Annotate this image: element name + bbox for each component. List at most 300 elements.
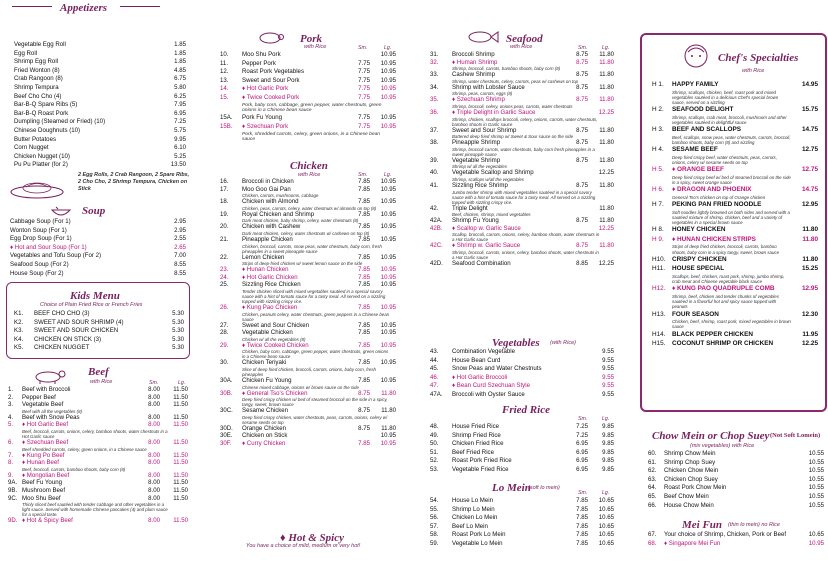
menu-item xyxy=(220,304,396,312)
item-name: SEAFOOD DELIGHT xyxy=(672,106,734,114)
price-large: 9.85 xyxy=(602,440,614,448)
soup-bowl-icon xyxy=(50,205,72,217)
item-name: Sweet and Sour Shrimp xyxy=(452,126,517,134)
menu-item xyxy=(648,476,824,485)
item-name: Shrimp Lo Mein xyxy=(452,505,495,513)
lo-mein-size-header xyxy=(430,490,614,497)
item-number: 20. xyxy=(220,223,229,231)
menu-item xyxy=(430,139,614,147)
item-number: 55. xyxy=(430,505,439,513)
item-number: 21. xyxy=(220,235,229,243)
menu-item xyxy=(220,425,396,433)
menu-item xyxy=(220,329,396,337)
price: 7.25 xyxy=(174,118,186,126)
menu-item xyxy=(430,531,614,540)
item-number: 43. xyxy=(430,348,439,355)
item-name: Pepper Beef xyxy=(22,393,56,401)
item-number: 41. xyxy=(430,181,439,189)
item-name: House Lo Mein xyxy=(452,497,493,504)
item-name: Beef with Broccoli xyxy=(22,386,71,393)
item-number: 6. xyxy=(8,438,14,446)
menu-item xyxy=(430,260,614,268)
menu-item xyxy=(220,198,396,206)
item-number: 9A. xyxy=(8,479,18,487)
item-name: CHICKEN NUGGET xyxy=(34,344,90,352)
pork-list xyxy=(220,51,396,143)
item-name: Snow Peas and Water Chestnuts xyxy=(452,365,542,373)
item-number: 38. xyxy=(430,139,439,147)
item-name: ♦ Hot Garlic Beef xyxy=(22,421,69,429)
item-name: Sizzling Rice Chicken xyxy=(242,281,301,289)
price-small: 8.00 xyxy=(148,393,160,401)
item-description: Shrimp w/ all the vegetables xyxy=(452,164,507,170)
chef-specialties-title: Chef's Specialties xyxy=(718,52,799,64)
item-number: 39. xyxy=(430,156,439,164)
menu-item xyxy=(14,136,186,145)
item-number: 16. xyxy=(220,178,229,185)
item-name: Beef Chow Mein xyxy=(664,492,709,500)
menu-item xyxy=(220,407,396,415)
menu-item xyxy=(430,365,614,374)
soup-list xyxy=(10,218,186,278)
price-small: 7.85 xyxy=(358,376,370,384)
menu-item xyxy=(220,274,396,282)
item-name: Vegetable Lo Mein xyxy=(452,539,503,547)
item-description: Pork, shredded carrots, celery, green onions, in a Chinese bean sauce xyxy=(242,131,381,143)
chow-mein-title: Chow Mein or Chop Suey xyxy=(652,430,770,442)
item-number: 42. xyxy=(430,204,439,212)
price: 5.30 xyxy=(172,327,184,335)
price: 5.30 xyxy=(172,310,184,317)
item-name: House Bean Curd xyxy=(452,356,501,364)
menu-item xyxy=(220,85,396,94)
menu-item xyxy=(648,484,824,493)
price-large: 10.95 xyxy=(380,85,396,93)
chow-mein-subtitle: (mix vegetables) with Rice xyxy=(690,443,755,449)
price-small: 8.85 xyxy=(576,259,588,267)
item-number: 5. xyxy=(8,421,14,429)
small-header: Sm. xyxy=(149,380,159,386)
item-description: Soft noodles lightly browned on both sides and served with a sautéed mixture of shrimp, chicken, beef and a variety of vegetables in a special brown sauce xyxy=(672,209,790,225)
item-name: Shrimp Egg Roll xyxy=(14,58,59,66)
price: 5.30 xyxy=(172,318,184,326)
lo-mein-subtitle: (soft lo mein) xyxy=(528,485,560,491)
item-name: ♦ Kung Pao Chicken xyxy=(242,303,298,311)
small-header: Sm. xyxy=(578,45,588,51)
item-number: 30. xyxy=(220,359,229,367)
price-small: 8.00 xyxy=(148,438,160,446)
item-name: House Soup (For 2) xyxy=(10,269,64,277)
price-small: 8.75 xyxy=(576,217,588,225)
menu-item xyxy=(652,165,818,175)
price-large: 10.95 xyxy=(380,93,396,101)
menu-item xyxy=(14,118,186,127)
item-name: Dumpling (Steamed or Fried) (10) xyxy=(14,118,106,126)
item-name: ♦ Hunan Chicken xyxy=(242,266,289,274)
price: 1.85 xyxy=(174,41,186,48)
item-name: COCONUT SHRIMP OR CHICKEN xyxy=(672,340,774,348)
price-large: 11.80 xyxy=(381,389,396,397)
menu-item xyxy=(8,459,188,467)
item-name: Vegetable Shrimp xyxy=(452,156,501,164)
price-large: 10.95 xyxy=(380,178,396,185)
item-name: Vegetable Beef xyxy=(22,401,64,409)
item-number: 65. xyxy=(648,492,657,500)
item-number: 42B. xyxy=(430,224,443,232)
item-name: Fried Wonton (8) xyxy=(14,66,60,74)
item-name: Broccoli with Oyster Sauce xyxy=(452,390,525,398)
price: 14.75 xyxy=(802,186,818,194)
menu-item xyxy=(648,540,824,549)
menu-item xyxy=(220,77,396,86)
menu-item xyxy=(14,93,186,102)
menu-item xyxy=(14,84,186,93)
menu-item xyxy=(8,472,188,480)
item-number: 10. xyxy=(220,51,229,58)
item-number: 49. xyxy=(430,431,439,439)
menu-item xyxy=(430,449,614,458)
title-ornament xyxy=(120,6,160,7)
item-number: 29. xyxy=(220,341,229,349)
item-number: 26. xyxy=(220,303,229,311)
item-number: 36. xyxy=(430,108,439,116)
menu-item xyxy=(652,225,818,235)
item-name: Roast Pork Vegetables xyxy=(242,68,304,76)
menu-item xyxy=(14,344,184,353)
menu-item xyxy=(652,339,818,349)
menu-item xyxy=(220,390,396,398)
item-description: Deep fried crispy beef w/ bed of steamed broccoli on the side in a spicy, sweet orange sauce xyxy=(672,174,791,185)
menu-item xyxy=(220,236,396,244)
price-small: 8.00 xyxy=(148,471,160,479)
price-small: 7.25 xyxy=(576,431,588,439)
price-small: 7.75 xyxy=(358,85,370,93)
item-name: Moo Shu Beef xyxy=(22,494,61,502)
item-number: 42D. xyxy=(430,259,443,267)
price-large: 11.80 xyxy=(599,139,614,147)
item-name: Chicken Fried Rice xyxy=(452,440,504,448)
menu-item xyxy=(220,223,396,231)
item-number: 15. xyxy=(220,93,229,101)
item-description: Beef with all the vegetables (8) xyxy=(22,408,83,414)
menu-item xyxy=(648,502,824,511)
item-number: 1. xyxy=(8,386,14,393)
price-small: 7.25 xyxy=(576,423,588,430)
price-small: 7.75 xyxy=(358,122,370,130)
menu-item xyxy=(14,161,186,170)
item-number: 9D. xyxy=(8,517,18,525)
menu-item xyxy=(220,342,396,350)
price: 10.95 xyxy=(808,539,824,547)
menu-item xyxy=(10,218,186,227)
price-small: 8.75 xyxy=(576,83,588,91)
item-number: 45. xyxy=(430,365,439,373)
price-large: 11.50 xyxy=(173,494,188,502)
price: 12.95 xyxy=(802,201,818,208)
price-small: 7.85 xyxy=(358,303,370,311)
column-1 xyxy=(0,0,200,574)
item-name: Triple Delight xyxy=(452,204,488,212)
item-name: ♦ Human Shrimp xyxy=(452,58,498,66)
price: 14.95 xyxy=(802,81,818,88)
price-small: 8.00 xyxy=(148,386,160,393)
item-number: 42A. xyxy=(430,217,443,225)
item-number: 35. xyxy=(430,96,439,104)
price: 6.75 xyxy=(174,75,186,83)
price: 9.55 xyxy=(602,382,614,390)
item-name: Seafood Soup (For 2) xyxy=(10,260,69,268)
item-number: H 9. xyxy=(652,235,664,243)
item-name: Roast Pork Chow Mein xyxy=(664,484,727,492)
price-large: 10.95 xyxy=(380,329,396,337)
item-number: 47. xyxy=(430,382,439,390)
item-description: Beef, broccoli, carrots, onions, celery, bamboo shoots, water chestnuts in a Hot Garlic sauce xyxy=(22,428,168,439)
price-large: 11.80 xyxy=(599,242,614,250)
item-number: 7. xyxy=(8,451,14,459)
item-description: Shrimp, scallops, crab meat, broccoli, mushroom and other vegetables sautéed in delightful sauce xyxy=(672,114,787,125)
price-small: 8.00 xyxy=(148,517,160,525)
price-large: 10.95 xyxy=(380,68,396,76)
price: 2.65 xyxy=(174,243,186,251)
item-number: 8. xyxy=(8,459,14,467)
price-large: 11.50 xyxy=(173,393,188,401)
item-number: 63. xyxy=(648,475,657,483)
item-number: 24. xyxy=(220,273,229,281)
price-large: 11.80 xyxy=(599,156,614,164)
menu-item xyxy=(220,186,396,194)
price: 11.80 xyxy=(802,255,818,263)
price-large: 11.80 xyxy=(599,51,614,58)
price-small: 8.75 xyxy=(576,96,588,104)
menu-item xyxy=(430,169,614,177)
price-large: 10.95 xyxy=(380,198,396,206)
item-name: BLACK PEPPER CHICKEN xyxy=(672,330,753,338)
item-number: 30F. xyxy=(220,439,232,447)
kids-menu-subtitle: Choice of Plain Fried Rice or French Fries xyxy=(40,302,143,308)
item-number: H10. xyxy=(652,255,666,263)
item-number: 50. xyxy=(430,440,439,448)
kids-menu-title: Kids Menu xyxy=(70,290,120,302)
menu-item xyxy=(10,227,186,236)
mei-fun-subtitle: (thin lo mein) no Rice xyxy=(728,522,780,528)
menu-item xyxy=(430,466,614,475)
menu-item xyxy=(220,60,396,69)
price-large: 10.95 xyxy=(380,76,396,84)
item-number: 30B. xyxy=(220,389,233,397)
menu-item xyxy=(14,319,184,328)
menu-item xyxy=(14,67,186,76)
menu-item xyxy=(652,330,818,340)
menu-item xyxy=(14,41,186,50)
item-number: 60. xyxy=(648,450,657,457)
menu-item xyxy=(220,51,396,60)
menu-item xyxy=(430,225,614,233)
seafood-list xyxy=(430,51,614,268)
item-name: Shrimp Chow Mein xyxy=(664,450,716,457)
item-description: Deep fried crispy beef, water chestnuts, peas, carrots, onions, celery w/ sesame seeds on top xyxy=(672,154,777,165)
price-large: 11.50 xyxy=(173,438,188,446)
price: 9.55 xyxy=(602,356,614,364)
menu-item xyxy=(430,51,614,59)
item-number: 33. xyxy=(430,71,439,79)
menu-item xyxy=(430,391,614,400)
price-large: 10.95 xyxy=(380,266,396,274)
item-name: FOUR SEASON xyxy=(672,310,719,318)
menu-item xyxy=(430,127,614,135)
item-name: Chicken Lo Mein xyxy=(452,514,498,522)
menu-item xyxy=(10,235,186,244)
small-header: Sm. xyxy=(578,490,588,496)
item-name: ♦ Shrimp w. Garlic Sauce xyxy=(452,242,521,250)
menu-item xyxy=(220,114,396,123)
item-name: ♦ KUNG PAO QUADRUPLE COMB xyxy=(672,285,775,293)
pupu-platter-illustration xyxy=(8,178,66,200)
item-name: ♦ Bean Curd Szechuan Style xyxy=(452,382,530,390)
price-large: 11.50 xyxy=(173,471,188,479)
item-description: Slice of deep fried chicken, broccoli, carrots, onions, baby corn, fresh pineapples xyxy=(242,366,376,377)
vegetables-title: Vegetables xyxy=(492,337,540,349)
item-number: 25. xyxy=(220,281,229,289)
item-number: 67. xyxy=(648,531,657,538)
menu-item xyxy=(430,423,614,432)
price-large: 10.95 xyxy=(380,51,396,58)
item-name: Shrimp Tempura xyxy=(14,83,59,91)
item-name: ♦ Twice Cooked Chicken xyxy=(242,341,309,349)
menu-item xyxy=(430,382,614,391)
price: 1.85 xyxy=(174,49,186,57)
item-number: 17. xyxy=(220,185,229,193)
item-name: Vegetables and Tofu Soup (For 2) xyxy=(10,252,102,260)
item-name: Vegetable Chicken xyxy=(242,329,293,337)
price-large: 10.95 xyxy=(380,253,396,261)
price: 12.95 xyxy=(802,285,818,293)
item-description: Shrimp, chicken, scallops broccoli, celery, onions, carrots, water chestnuts, bamboo shoots in Garlic sauce xyxy=(452,116,598,127)
item-name: Beef Fu Young xyxy=(22,479,62,487)
beef-subtitle: with Rice xyxy=(90,379,113,385)
price-large: 11.80 xyxy=(381,424,396,432)
price: 8.55 xyxy=(174,260,186,268)
price-small: 8.75 xyxy=(576,51,588,58)
hot-spicy-note: You have a choice of mild, medium or very hot! xyxy=(246,543,361,549)
item-name: Chicken Teriyaki xyxy=(242,359,287,367)
item-number: 59. xyxy=(430,539,439,547)
item-description: Shrimp, broccoli, carrots, bamboo shoots, baby corn (8) xyxy=(452,66,561,72)
price: 8.55 xyxy=(174,269,186,277)
price-large: 10.65 xyxy=(598,539,614,547)
item-number: 15B. xyxy=(220,122,233,130)
item-number: 9C. xyxy=(8,494,18,502)
item-number: 54. xyxy=(430,497,439,504)
price: 5.30 xyxy=(172,335,184,343)
chicken-list xyxy=(220,178,396,447)
item-number: 23. xyxy=(220,266,229,274)
menu-item xyxy=(430,205,614,213)
price-small: 7.85 xyxy=(358,359,370,367)
price-large: 9.85 xyxy=(602,457,614,465)
item-description: Shrimp, beef, chicken and tender chunks of vegetables sautéed in a flavorful hot and spicy sauce topped with peanuts xyxy=(672,293,779,310)
price-small: 8.00 xyxy=(148,486,160,494)
price: 5.30 xyxy=(172,344,184,352)
price-small: 8.00 xyxy=(148,494,160,502)
menu-item xyxy=(8,401,188,409)
price-small: 7.85 xyxy=(358,341,370,349)
item-number: 30A. xyxy=(220,376,233,384)
item-description: Scallop, broccoli, carrots, onions, celery, bamboo shoots, water chestnuts in a Hot Garlic sauce xyxy=(452,232,600,243)
menu-item xyxy=(14,101,186,110)
price-large: 10.65 xyxy=(598,497,614,504)
price-large: 11.80 xyxy=(599,71,614,79)
price: 11.95 xyxy=(802,330,818,338)
item-name: SESAME BEEF xyxy=(672,146,718,154)
menu-item xyxy=(220,94,396,103)
price-small: 8.75 xyxy=(576,58,588,66)
fish-icon xyxy=(464,30,500,44)
item-number: 46. xyxy=(430,373,439,381)
price: 11.80 xyxy=(802,226,818,234)
menu-item xyxy=(430,523,614,532)
price: 10.55 xyxy=(808,475,824,483)
price-large: 10.95 xyxy=(380,376,396,384)
item-description: Shrimp, broccoli, carrots, onions, celery, bamboo shoots, water chestnuts in a Hot Garlic sauce xyxy=(452,249,599,260)
item-description: Tender chicken sliced with mixed vegetables sautéed in a special savory sauce with a hint of tomato sauce for a tasty meal. All served on a sizzling topped with sizzling crispy rice. xyxy=(242,288,386,304)
menu-item xyxy=(652,264,818,274)
pig-icon xyxy=(256,30,286,44)
price-small: 8.00 xyxy=(148,413,160,421)
item-number: 40. xyxy=(430,169,439,177)
item-name: HOUSE SPECIAL xyxy=(672,265,725,273)
small-header: Sm. xyxy=(578,416,588,422)
item-name: Chicken with Cashew xyxy=(242,223,301,231)
price: 13.50 xyxy=(170,161,186,169)
menu-item xyxy=(220,211,396,219)
item-number: H 5. xyxy=(652,166,664,174)
price-small: 7.75 xyxy=(358,93,370,101)
price: 11.80 xyxy=(802,235,818,243)
menu-item xyxy=(652,310,818,320)
menu-item xyxy=(8,479,188,487)
menu-item xyxy=(652,145,818,155)
price-small: 7.75 xyxy=(358,59,370,67)
item-name: PEKING PAN FRIED NOODLE xyxy=(672,201,762,208)
item-name: Chicken Chop Suey xyxy=(664,475,718,483)
price-small: 7.85 xyxy=(576,514,588,522)
chef-specialties-subtitle: with Rice xyxy=(742,68,765,74)
item-name: SWEET AND SOUR SHRIMP (4) xyxy=(34,318,124,326)
menu-item xyxy=(8,487,188,495)
price-small: 8.75 xyxy=(576,242,588,250)
price-large: 10.95 xyxy=(380,185,396,193)
item-name: Shrimp Fu Young xyxy=(452,217,499,225)
menu-item xyxy=(430,84,614,92)
item-name: Lemon Chicken xyxy=(242,253,285,261)
menu-item xyxy=(652,80,818,90)
price: 6.95 xyxy=(174,109,186,117)
item-number: 53. xyxy=(430,465,439,473)
seafood-title: Seafood xyxy=(506,33,543,45)
item-number: 62. xyxy=(648,467,657,475)
item-number: 30C. xyxy=(220,407,233,415)
chef-specialties-list xyxy=(652,80,818,349)
price-large: 11.50 xyxy=(173,421,188,429)
lo-mein-title: Lo Mein xyxy=(492,482,531,494)
price-large: 11.80 xyxy=(599,126,614,134)
menu-item xyxy=(430,497,614,506)
item-number: 61. xyxy=(648,458,657,466)
menu-item xyxy=(220,359,396,367)
item-name: ♦ Triple Delight in Garlic Sauce xyxy=(452,108,536,116)
item-name: Beef Fried Rice xyxy=(452,448,494,456)
menu-item xyxy=(10,270,186,279)
